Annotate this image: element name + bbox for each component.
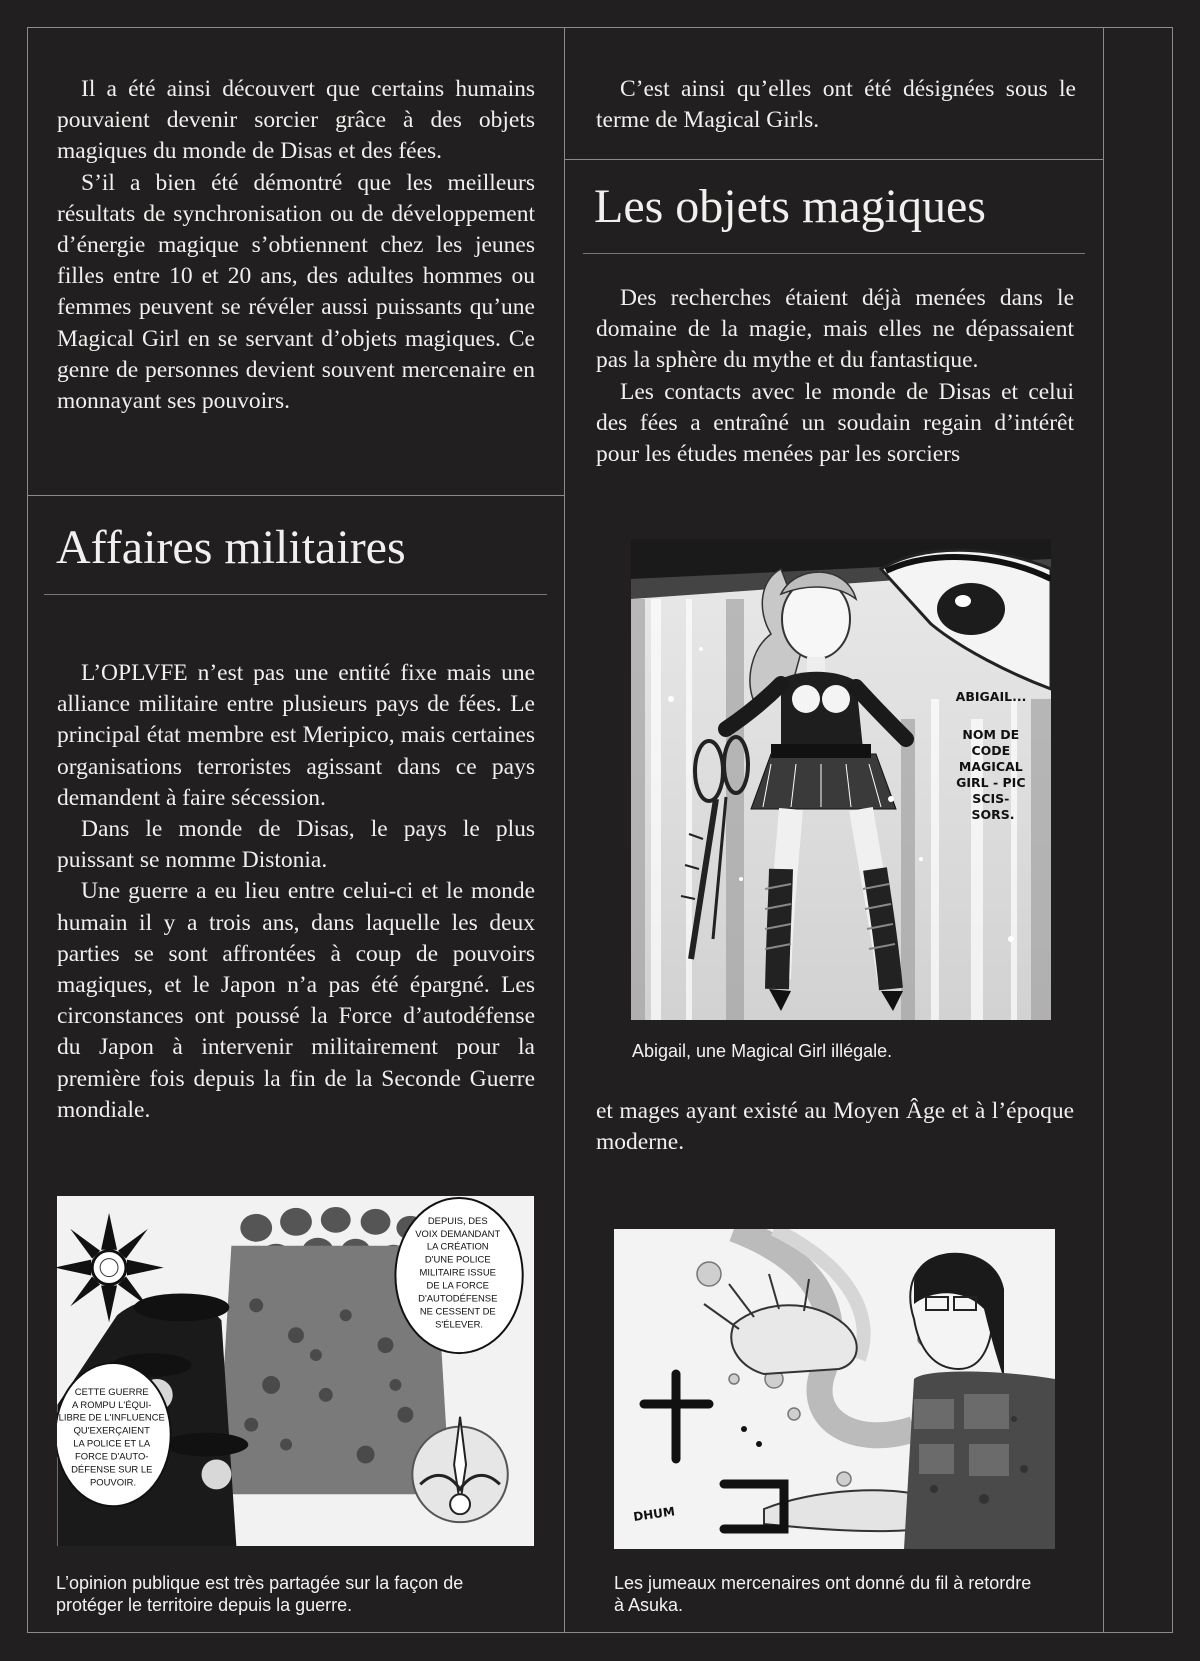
objects-title-rule: [583, 253, 1085, 254]
svg-text:ABIGAIL...: ABIGAIL...: [955, 689, 1027, 704]
twins-illustration: [614, 1229, 1055, 1549]
speech-bubble-left: [57, 1363, 171, 1506]
military-paragraph: Dans le monde de Disas, le pays le plus puissant se nomme Distonia.: [57, 816, 535, 874]
military-paragraph: L’OPLVFE n’est pas une entité fixe mais une alliance militaire entre plusieurs pays de fées. Le principal état membre est Meripico, mais certaines organisations terroristes agissant dans ce pays demandent à faire sécession.: [57, 660, 535, 811]
col2-intro-text: [596, 74, 1076, 136]
intro-text: [57, 74, 535, 417]
objects-paragraph: Les contacts avec le monde de Disas et celui des fées a entraîné un soudain regain d’intérêt pour les études menées par les sorciers: [596, 378, 1074, 468]
svg-text:DHUM: DHUM: [632, 1504, 676, 1524]
military-title: Affaires militaires: [56, 521, 406, 574]
svg-text:DEPUIS, DES VOIX DEMAN: DEPUIS, DES VOIX DEMANDANT LA CRÉATION D'UNE POLICE MILITAIRE ISSUE DE LA FORCE D'AUTODÉFENSE NE CESSENT DE S'ÉLEVER.: [415, 1215, 501, 1331]
military-illustration: [57, 1196, 534, 1546]
military-text: [57, 658, 535, 1126]
svg-text:CETTE GUERRE A ROMPU L: CETTE GUERRE A ROMPU L'ÉQUI- LIBRE DE L'INFLUENCE QU'EXERÇAIENT LA POLICE ET LA FORCE D'AUTO- DÉFENSE SUR LE POUVOIR.: [58, 1386, 165, 1489]
military-paragraph: Une guerre a eu lieu entre celui-ci et le monde humain il y a trois ans, dans laquelle les deux parties se sont affrontées à coup de pouvoirs magiques, et le Japon n’a pas été épargné. Les circonstances ont poussé la Force d’autodéfense du Japon à intervenir militairement pour la première fois depuis la fin de la Seconde Guerre mondiale.: [57, 878, 535, 1123]
military-manga-panel: [56, 1195, 535, 1547]
col1-section-divider: [27, 495, 564, 496]
caption-twins: Les jumeaux mercenaires ont donné du fil à retordre à Asuka.: [614, 1573, 1032, 1615]
column-divider: [564, 27, 565, 1633]
col2-intro-paragraph: C’est ainsi qu’elles ont été désignées sous le terme de Magical Girls.: [596, 76, 1076, 134]
continuation-paragraph: et mages ayant existé au Moyen Âge et à l’époque moderne.: [596, 1098, 1074, 1156]
intro-paragraph: S’il a bien été démontré que les meilleurs résultats de synchronisation ou de développement d’énergie magique s’obtiennent chez les jeunes filles entre 10 et 20 ans, des adultes hommes ou femmes peuvent se révéler aussi puissants qu’une Magical Girl en se servant d’objets magiques. Ce genre de personnes devient souvent mercenaire en monnayant ses pouvoirs.: [57, 169, 535, 415]
caption-abigail: Abigail, une Magical Girl illégale.: [632, 1041, 893, 1061]
continuation-text: [596, 1096, 1074, 1158]
svg-text:NOM DE CODE MAGICA: NOM DE CODE MAGICAL GIRL - PIC SCIS- SORS.: [956, 727, 1026, 822]
abigail-manga-panel: [631, 539, 1051, 1020]
speech-bubble-right: [395, 1198, 522, 1353]
intro-paragraph: Il a été ainsi découvert que certains humains pouvaient devenir sorcier grâce à des objets magiques du monde de Disas et des fées.: [57, 76, 535, 165]
twins-manga-panel: [614, 1229, 1055, 1549]
col2-section-divider: [564, 159, 1103, 160]
objects-text: [596, 283, 1074, 470]
caption-military: L’opinion publique est très partagée sur la façon de protéger le territoire depuis la guerre.: [56, 1573, 464, 1615]
military-title-rule: [44, 594, 547, 595]
objects-title: Les objets magiques: [594, 180, 986, 233]
objects-paragraph: Des recherches étaient déjà menées dans le domaine de la magie, mais elles ne dépassaient pas la sphère du mythe et du fantastique.: [596, 285, 1074, 374]
abigail-illustration: [631, 539, 1051, 1020]
margin-divider: [1103, 27, 1104, 1633]
